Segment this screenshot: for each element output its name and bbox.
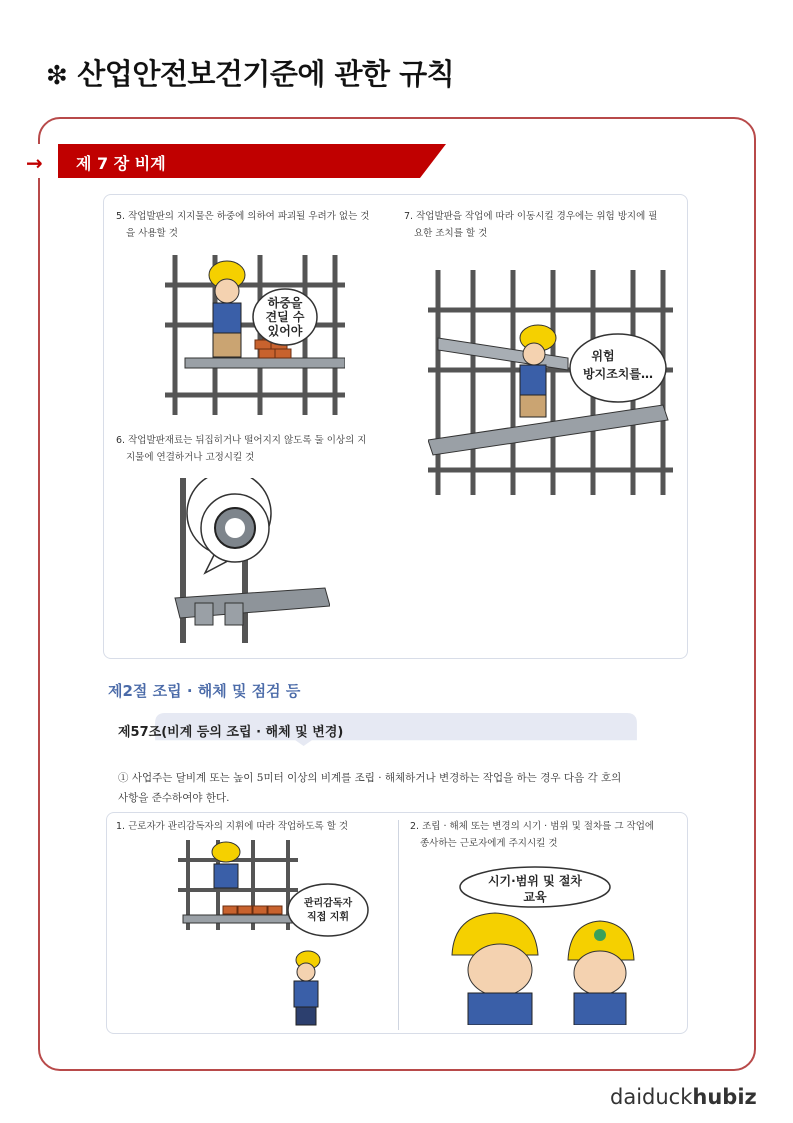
bubble-2-line-1: 시기·범위 및 절차 <box>487 874 583 888</box>
scaffold-clamp-illustration <box>165 478 330 648</box>
bubble-2-line-2: 교육 <box>523 890 547 904</box>
panel-divider <box>398 820 399 1030</box>
scaffold-worker-illustration <box>165 255 345 420</box>
supervisor-illustration <box>178 840 378 1030</box>
brand-logo <box>610 1085 757 1109</box>
item-7-text: 7. 작업발판을 작업에 따라 이동시킬 경우에는 위험 방지에 필 요한 조치를 할 것 <box>404 211 658 239</box>
bubble-1-line-1: 관리감독자 <box>303 898 353 909</box>
bubble-5-line-1: 하중을 <box>267 296 303 310</box>
bubble-5-line-2: 견딜 수 <box>265 310 305 324</box>
bubble-1-line-2: 직접 지휘 <box>306 912 350 923</box>
bubble-7-line-1: 위험 <box>591 349 615 363</box>
education-illustration <box>440 865 665 1025</box>
logo-part-a: daiduck <box>610 1085 693 1109</box>
article-paragraph: ① 사업주는 달비계 또는 높이 5미터 이상의 비계를 조립 · 해체하거나 변경하는 작업을 하는 경우 다음 각 호의 사항을 준수하여야 한다. <box>118 772 622 804</box>
item-5-text: 5. 작업발판의 지지물은 하중에 의하여 파괴될 우려가 없는 것 을 사용할 것 <box>116 211 370 239</box>
asterisk-icon: ❇ <box>46 61 68 91</box>
plank-moving-illustration <box>428 270 673 500</box>
bubble-5-line-3: 있어야 <box>267 324 303 338</box>
arrow-right-icon: → <box>26 151 43 175</box>
item-6-text: 6. 작업발판재료는 뒤집히거나 떨어지지 않도록 둘 이상의 지 지물에 연결하거나 고정시킬 것 <box>116 435 367 463</box>
item-2-text: 2. 조립 · 해체 또는 변경의 시기 · 범위 및 절차를 그 작업에 종사하는 근로자에게 주지시킬 것 <box>410 821 655 849</box>
item-1-text: 1. 근로자가 관리감독자의 지휘에 따라 작업하도록 할 것 <box>116 821 349 832</box>
bubble-7-line-2: 방지조치를… <box>583 367 653 381</box>
page-title <box>46 52 454 93</box>
logo-part-b: hubiz <box>692 1085 757 1109</box>
article-label: 제57조(비계 등의 조립 · 해체 및 변경) <box>118 725 344 740</box>
chapter-label: 제 7 장 비계 <box>76 154 166 173</box>
section-title: 제2절 조립 · 해체 및 점검 등 <box>108 682 301 700</box>
title-text: 산업안전보건기준에 관한 규칙 <box>77 57 455 91</box>
